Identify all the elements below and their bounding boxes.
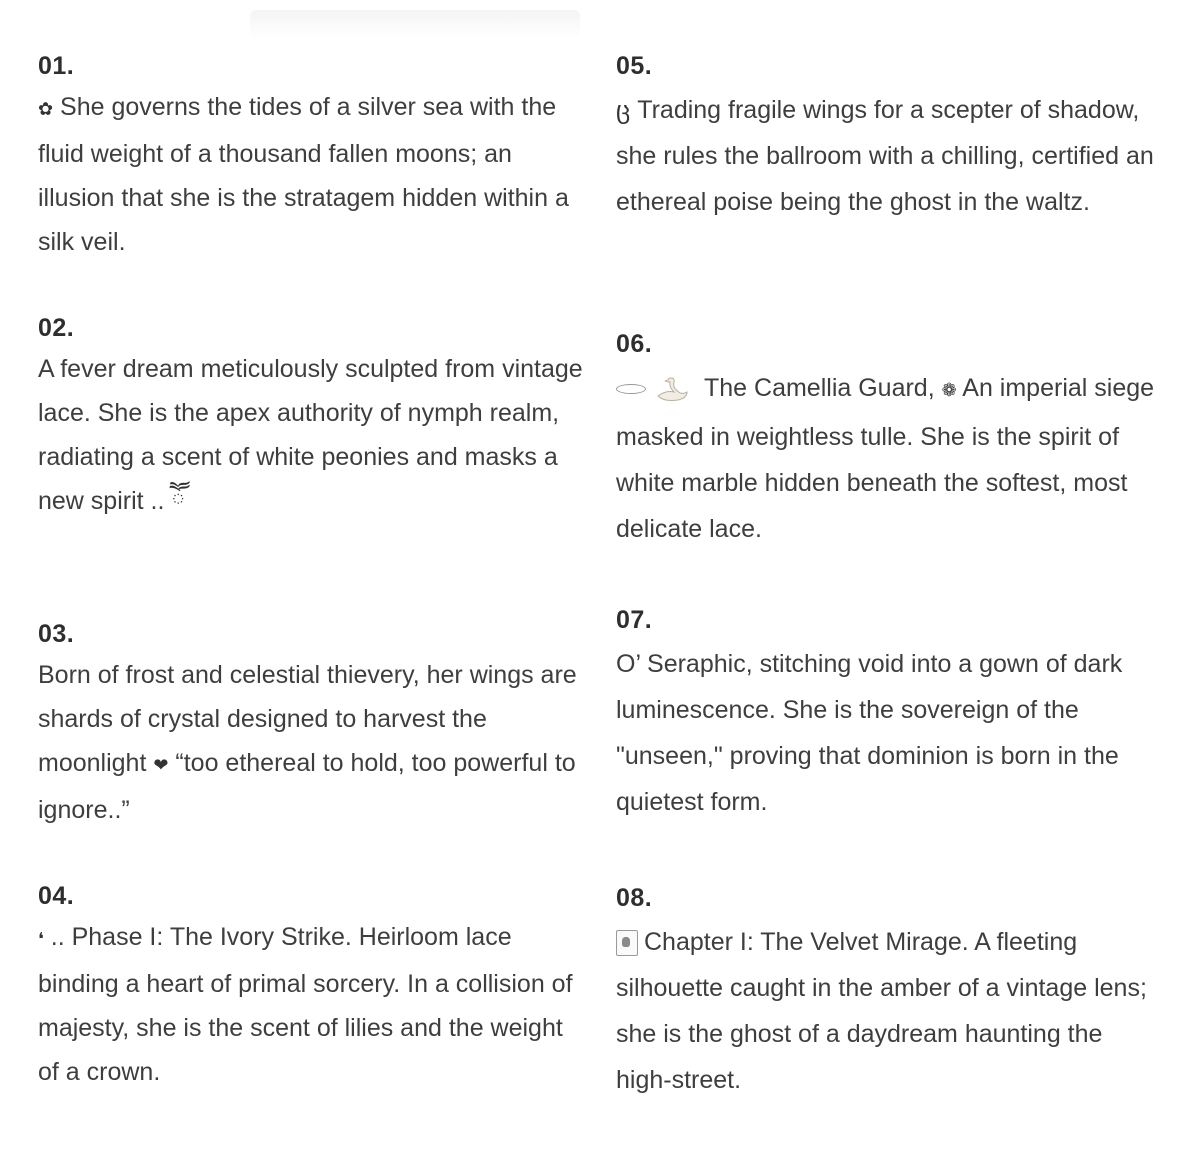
entry-04 [38, 882, 583, 1094]
entry-02 [38, 314, 583, 523]
entry-body: Born of frost and celestial thievery, her wings are shards of crystal designed to harvest the moonlight [38, 661, 577, 777]
swan-icon [654, 376, 690, 402]
entry-01 [38, 52, 583, 264]
entry-number: 07. [616, 606, 653, 634]
entry-text [616, 87, 1161, 225]
entry-number: 04. [38, 882, 75, 910]
entry-number: 02. [38, 314, 75, 342]
ornament-icon: ཽ [171, 486, 186, 515]
entry-text [38, 653, 583, 832]
entry-08 [616, 884, 1161, 1103]
entry-body: .. Phase I: The Ivory Strike. Heirloom lace binding a heart of primal sorcery. In a collision of majesty, she is the scent of lilies and the weight of a crown. [38, 923, 573, 1086]
heart-icon: ❤ [153, 755, 169, 776]
entry-body: She governs the tides of a silver sea with the fluid weight of a thousand fallen moons; an illusion that she is the stratagem hidden within a silk veil. [38, 93, 569, 256]
top-fade-bar [250, 10, 580, 38]
entry-body: The Camellia Guard, [704, 374, 935, 402]
entry-05 [616, 52, 1161, 225]
entry-07 [616, 606, 1161, 825]
ribbon-icon: ც [616, 95, 631, 124]
entry-body: Trading fragile wings for a scepter of shadow, she rules the ballroom with a chilling, certified an ethereal poise being the ghost in the waltz. [616, 96, 1154, 216]
flower-icon: ❁ [941, 380, 957, 401]
entry-text [38, 915, 583, 1094]
entry-number: 03. [38, 620, 75, 648]
entry-text [38, 85, 583, 264]
entry-body: An imperial siege masked in weightless tulle. She is the spirit of white marble hidden beneath the softest, most delicate lace. [616, 374, 1155, 543]
entry-text [616, 641, 1161, 825]
entry-text [616, 919, 1161, 1103]
entry-number: 05. [616, 52, 653, 80]
entry-number: 01. [38, 52, 75, 80]
entry-03 [38, 620, 583, 832]
entry-number: 06. [616, 330, 653, 358]
entry-number: 08. [616, 884, 653, 912]
quote-mark-icon: ❛ [38, 929, 44, 950]
flower-card-icon [616, 930, 638, 956]
entry-06 [616, 330, 1161, 552]
flower-icon: ✿ [38, 99, 54, 120]
entry-quote: “too ethereal to hold, too powerful to ignore..” [38, 749, 576, 824]
entry-text [38, 347, 583, 523]
entry-body: A fever dream meticulously sculpted from vintage lace. She is the apex authority of nymph realm, radiating a scent of white peonies and masks a new spirit .. [38, 355, 583, 515]
entry-body: O’ Seraphic, stitching void into a gown of dark luminescence. She is the sovereign of the "unseen," proving that dominion is born in the quietest form. [616, 650, 1123, 816]
entry-text [616, 365, 1161, 552]
entry-body: Chapter I: The Velvet Mirage. A fleeting silhouette caught in the amber of a vintage lens; she is the ghost of a daydream haunting the high-street. [616, 928, 1147, 1094]
halo-icon [616, 384, 646, 394]
